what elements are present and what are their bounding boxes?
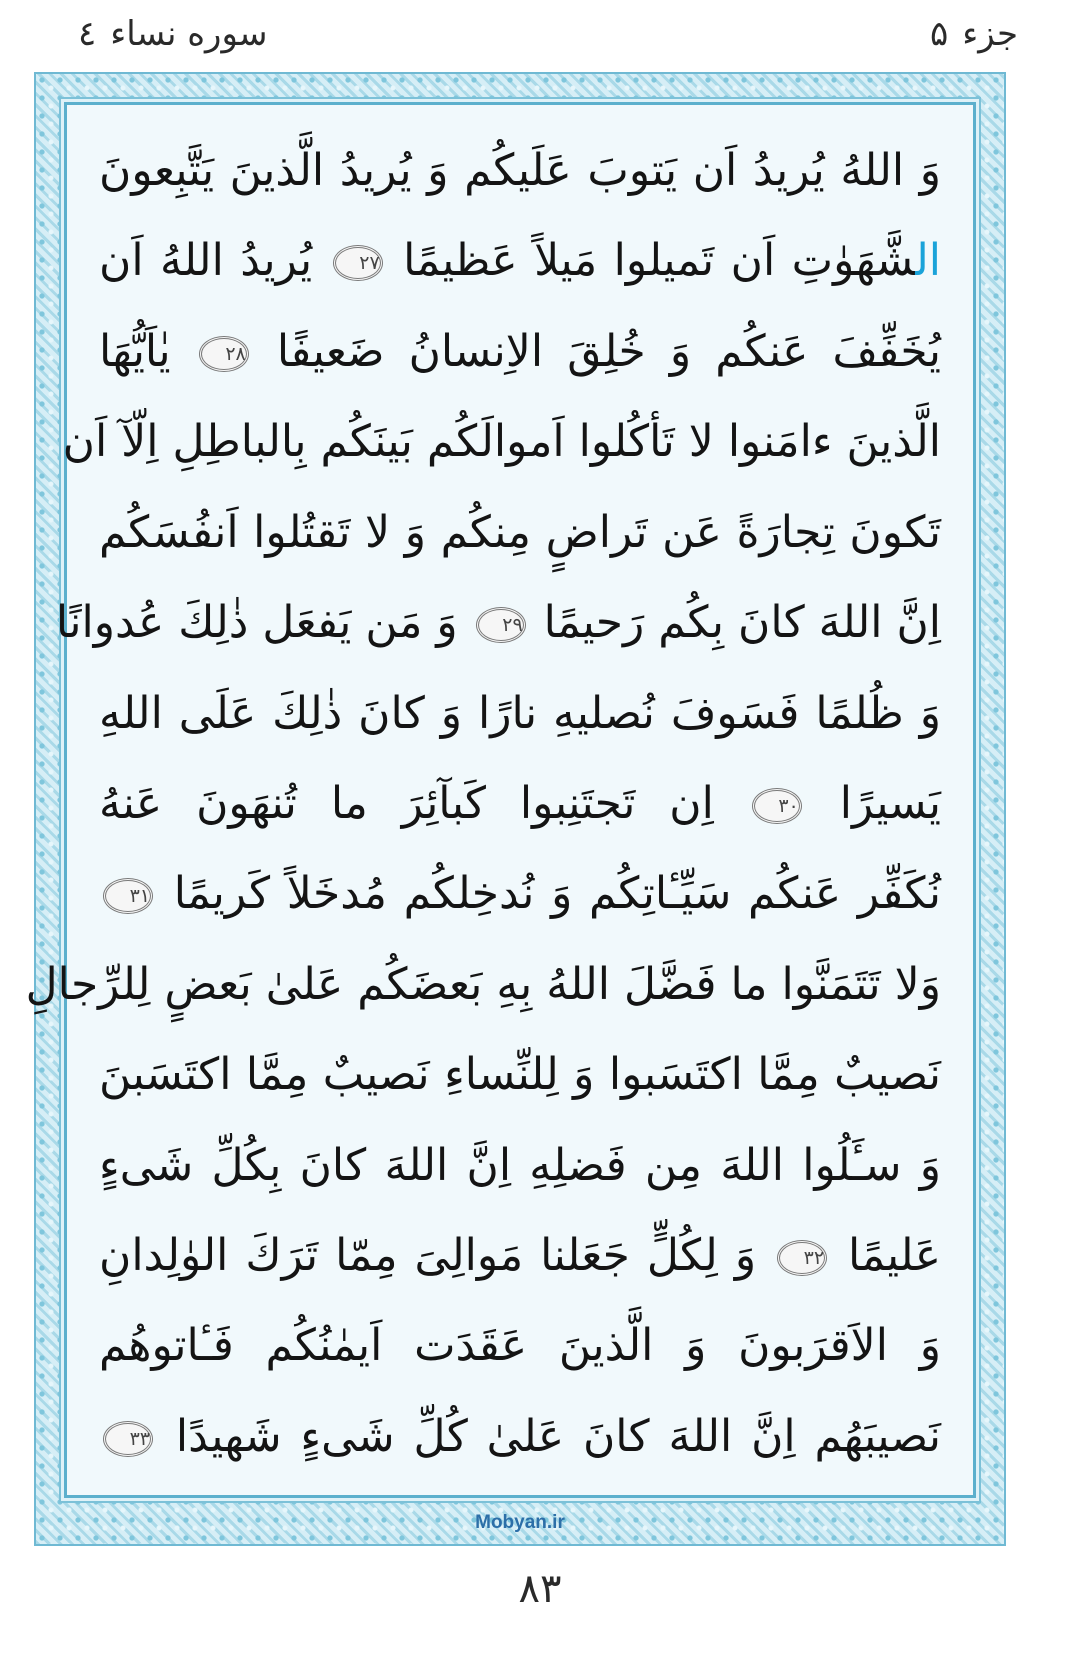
juz-label: جزء bbox=[962, 14, 1018, 54]
verse-text: وَ الاَقرَبونَ وَ الَّذينَ عَقَدَت اَيمٰنُكُم فَـٔاتوهُم bbox=[99, 1320, 941, 1372]
verse-text: تَكونَ تِجارَةً عَن تَراضٍ مِنكُم وَ لا تَقتُلوا اَنفُسَكُم bbox=[99, 506, 941, 558]
verse-line bbox=[99, 1218, 941, 1294]
verse-line bbox=[99, 495, 941, 571]
page-header bbox=[44, 14, 1044, 66]
verse-text: وَ مَن يَفعَل ذٰلِكَ عُدوانًا bbox=[55, 597, 472, 649]
juz-number: ۵ bbox=[929, 14, 949, 54]
ayah-number-marker: ٣٣ bbox=[103, 1421, 153, 1457]
verse-text: يُخَفِّفَ عَنكُم وَ خُلِقَ الاِنسانُ ضَعيفًا bbox=[252, 325, 941, 377]
juz-heading bbox=[916, 14, 1018, 54]
surah-number: ٤ bbox=[78, 14, 97, 54]
verse-line bbox=[99, 856, 941, 932]
site-watermark: Mobyan.ir bbox=[475, 1512, 565, 1533]
verse-line bbox=[62, 404, 941, 480]
verse-text: اِن تَجتَنِبوا كَبآئِرَ ما تُنهَونَ عَنهُ bbox=[99, 777, 748, 829]
verse-line bbox=[25, 947, 941, 1023]
verse-text: وَ سـَٔلُوا اللهَ مِن فَضلِهِ اِنَّ اللهَ كانَ بِكُلِّ شَیءٍ bbox=[99, 1139, 941, 1191]
ornamental-frame bbox=[25, 72, 1006, 1546]
verse-text: يَسيرًا bbox=[805, 777, 941, 829]
verse-line bbox=[55, 585, 941, 661]
surah-label: سوره نساء bbox=[110, 14, 268, 54]
verse-text: يُريدُ اللهُ اَن bbox=[99, 235, 329, 287]
page-number: ۸۳ bbox=[518, 1566, 562, 1612]
verse-line bbox=[99, 1128, 941, 1204]
verse-line bbox=[99, 314, 941, 390]
verse-text: يٰاَيُّهَا bbox=[99, 325, 195, 377]
verse-lines bbox=[25, 133, 941, 1475]
ayah-number-marker: ٢٨ bbox=[199, 336, 249, 372]
verse-text: نُكَفِّر عَنكُم سَيِّـٔاتِكُم وَ نُدخِلكُم مُدخَلاً كَريمًا bbox=[157, 868, 941, 920]
ayah-number-marker: ٣١ bbox=[103, 878, 153, 914]
ayah-number-marker: ٣٠ bbox=[752, 788, 802, 824]
ayah-number-marker: ٢٧ bbox=[333, 245, 383, 281]
text-panel bbox=[25, 102, 976, 1498]
verse-text: وَ اللهُ يُريدُ اَن يَتوبَ عَلَيكُم وَ يُريدُ الَّذينَ يَتَّبِعونَ bbox=[99, 145, 941, 196]
verse-text: وَ ظُلمًا فَسَوفَ نُصليهِ نارًا وَ كانَ ذٰلِكَ عَلَى اللهِ bbox=[99, 687, 941, 739]
verse-text: وَ لِكُلٍّ جَعَلنا مَوالِیَ مِمّا تَرَكَ الوٰلِدانِ bbox=[99, 1230, 774, 1282]
verse-text: ال bbox=[915, 235, 941, 287]
verse-line bbox=[99, 1308, 941, 1384]
verse-line bbox=[99, 133, 941, 209]
verse-line bbox=[99, 766, 941, 842]
verse-text: نَصيبٌ مِمَّا اكتَسَبوا وَ لِلنِّساءِ نَصيبٌ مِمَّا اكتَسَبنَ bbox=[99, 1049, 941, 1101]
verse-text: اِنَّ اللهَ كانَ بِكُم رَحيمًا bbox=[529, 597, 941, 649]
verse-text: عَليمًا bbox=[831, 1230, 941, 1282]
verse-line bbox=[99, 1037, 941, 1113]
verse-line bbox=[99, 223, 941, 299]
verse-line bbox=[99, 676, 941, 752]
verse-text: نَصيبَهُم اِنَّ اللهَ كانَ عَلىٰ كُلِّ شَیءٍ شَهيدًا bbox=[157, 1410, 941, 1462]
verse-text: وَلا تَتَمَنَّوا ما فَضَّلَ اللهُ بِهِ بَعضَكُم عَلىٰ بَعضٍ لِلرِّجالِ bbox=[25, 958, 941, 1010]
verse-line bbox=[99, 1399, 941, 1475]
surah-heading bbox=[64, 14, 268, 54]
ayah-number-marker: ٢٩ bbox=[476, 607, 526, 643]
ayah-number-marker: ٣٢ bbox=[777, 1240, 827, 1276]
verse-text: شَّهَوٰتِ اَن تَميلوا مَيلاً عَظيمًا bbox=[386, 235, 916, 287]
verse-text: الَّذينَ ءامَنوا لا تَأكُلوا اَموالَكُم بَينَكُم بِالباطِلِ اِلّآ اَن bbox=[62, 416, 941, 468]
